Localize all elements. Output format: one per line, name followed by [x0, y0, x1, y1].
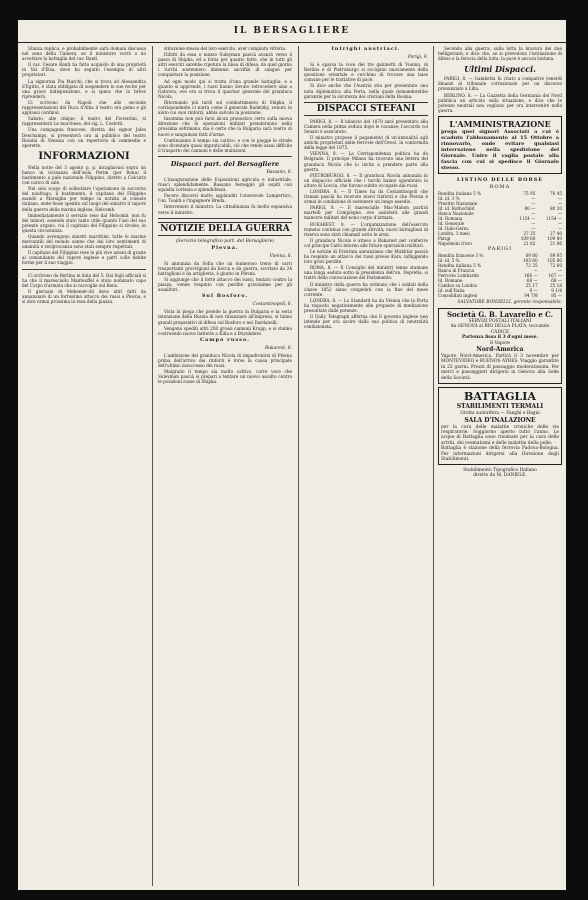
quote-price: 1154 — — [545, 215, 562, 221]
quote-security: Id. id. Rothschild — [438, 205, 475, 211]
quote-price: — — [531, 210, 536, 216]
column-divider — [433, 46, 434, 886]
quote-price: 105 60 — [522, 257, 538, 263]
quote-security: Rendita francese 3 % — [438, 252, 484, 258]
quote-price: 109 60 — [520, 235, 536, 241]
quote-price: — — [557, 267, 562, 273]
article-paragraph: Il Daily Telegraph afferma che il governo inglese non intende per ora uscire dalla sua politica di neutralità condizionata. — [304, 314, 428, 330]
printer-imprint: diretto da M. DANIELE. — [473, 473, 527, 479]
masthead-title: IL BERSAGLIERE — [233, 26, 351, 36]
quote-security: Banca Nazionale — [438, 210, 474, 216]
ad-text: per la cura delle malattie croniche delle vie respiratorie. Soggiorno aperto tutto l'anno. Le acque di Battaglia sono rinomate per la cura delle artriti, dei reumatismi e delle malattie della pelle. — [441, 424, 559, 446]
quote-price: — — [557, 220, 562, 226]
spa-advertisement — [438, 387, 562, 465]
subsection-heading-campo-russo: Campo russo. — [200, 336, 250, 343]
dateline: Parigi, 9. — [407, 55, 428, 60]
article-paragraph: Il capitano del Filippino rese le più vive azioni di grazie al comandante del vapore inglese e parti colle debite forme per il suo viaggio. — [22, 250, 146, 266]
ad-text: da GENOVA al RIO DELLA PLATA, toccando CADICE — [450, 324, 550, 335]
article-paragraph: Ritornando più tardi sul combattimento di Shipka, il corrispondente ci narra come il generale Radetzky, venuto in aiuto coi suoi rinforzi, abbia salvato la posizione. — [158, 99, 292, 116]
administration-notice — [438, 116, 562, 174]
article-paragraph: PIETROBURGO, 8. — Il granduca Nicola annunzia in un dispaccio ufficiale che i turchi hanno sgombrato le alture di Lovcia, che furono subito occupate dai russi. — [304, 172, 428, 188]
article-paragraph: L'inaugurazione delle Esposizioni agricola e industriale, riuscì splendidamente. Bassano festeggiò gli ospiti con squisita cortesia e splendidezza. — [158, 176, 292, 193]
article-paragraph: Vista la piega che prende la guerra in Bulgaria e la seria intenzione della Russia di non rinunziare all'impresa, si fanno grandi preparativi di difesa sul Bosforo e nei Dardanelli. — [158, 309, 292, 325]
newspaper-page — [18, 20, 566, 890]
quote-price: 109 80 — [547, 235, 562, 241]
quote-security: Id. Romane — [438, 277, 463, 283]
quote-price: 76 45 — [550, 190, 562, 196]
quote-price: 9 1/4 — [551, 287, 562, 293]
ad-heading: Società G. B. Lavarello e C. — [446, 310, 554, 320]
quote-price: 80 20 — [550, 205, 562, 211]
section-heading-informazioni: INFORMAZIONI — [38, 150, 130, 162]
article-paragraph: PARIGI, 8. — Il maresciallo Mac-Mahon partirà martedì per Compiègne, ove assisterà alle grandi manovre militari del nono corpo d'armata. — [304, 205, 428, 221]
quote-security: Id. id. 3 % — [438, 195, 460, 201]
column-3 — [304, 46, 428, 886]
article-paragraph: Secondo alla guerra, sulla lotta la bravura dei due belligeranti; e dice che, se si prevedono l'ostinazione di difesa e la ferocia della lotta, la pace è ancora lontana. — [438, 46, 562, 62]
quote-price: 69 95 — [550, 252, 562, 258]
article-paragraph: VIENNA, 8. — La Corrispondenza politica ha da Belgrado: Il principe Milano ha ricevuto una lettera del granduca Nicola che lo invita a prendere parte alla guerra. — [304, 151, 428, 172]
quote-security: Prestito Nazionale — [438, 200, 478, 206]
ad-text: Vapore Nord-America. Partirà il 3 novembre per MONTEVIDEO e BUENOS AYRES. Viaggio garantito in 22 giorni. Prezzi di passaggio moderatissimi. Per merci e passeggieri dirigersi in Genova alla Sede della Società. — [441, 354, 559, 381]
quote-price: 27 40 — [550, 230, 562, 236]
article-paragraph: LONDRA, 8. — Lo Standard ha da Vienna che la Porta ha risposto negativamente alle proposte di mediazione presentate dalle potenze. — [304, 297, 428, 314]
quote-security: Id. Romana — [438, 215, 463, 221]
article-paragraph: Intervenuto il ministro. La cittadinanza fu molto espansiva verso il ministro. — [158, 204, 292, 215]
ad-text: Battaglia è stazione della ferrovia Padova-Bologna. Per informazioni dirigersi alla Direzione degli Stabilimenti. — [441, 446, 559, 462]
article-paragraph: Il ministro propose il pagamento di un'annualità agli antichi proprietari delle ferrovie dell'Ovest, in conformità della legge del 1875. — [304, 135, 428, 151]
article-paragraph: Quando avvengono sinistri marittimi, tutte le marine mercantili del mondo sanno che dai loro sentimenti di umanità e reciprocanza sono stati sempre rispettati. — [22, 234, 146, 250]
subsection-heading-plevna: Plevna. — [211, 244, 239, 251]
column-1 — [22, 46, 146, 886]
quote-price: 25 18 — [550, 282, 562, 288]
quote-price: 68 — — [551, 277, 562, 283]
article-paragraph: Difatti da essa e mezzo Suleyman pascià avanzò verso il passo di Shipka, ed a forza per quanto fatto, che in tutti gli altri eserciti sarebbe ripetuta la linea di difesa, da quel giorno i turchi sostennero immensi sacrifizi di sangue per conquistare la posizione. — [158, 52, 292, 78]
article-paragraph: PARIGI, 8. — Gambetta fu citato a comparire venerdì dinanzi al tribunale correzionale per un discorso pronunziato a Lilla. — [438, 76, 562, 92]
quote-security: Id. sull'Italia — [438, 287, 465, 293]
quote-security: Consolidati inglesi — [438, 292, 478, 298]
publisher-signature: SALVATORE BONZELLI, gerente responsabile. — [457, 299, 562, 305]
notice-heading: L'AMMINISTRAZIONE — [449, 118, 551, 129]
section-heading-ultimi-dispacci: Ultimi Dispacci. — [464, 64, 536, 75]
divider — [158, 218, 292, 219]
quote-price: 166 — — [524, 272, 538, 278]
article-paragraph: Si è sparsa la voce dei tre gabinetti di Vienna, di Berlino e di Pietroburgo si occupino nuovamente della questione orientale e cerchino di trovare una base comune per le trattative di pace. — [304, 62, 428, 83]
dateline: Bukarest, 8. — [264, 345, 292, 351]
quote-price: — — [531, 195, 536, 201]
article-paragraph: stituzione stessa del loro esercito, aver compiuta vittoria. — [164, 46, 287, 51]
section-heading-dispacci-bersagliere: Dispacci part. del Bersagliere — [170, 159, 280, 168]
ad-vessel-name: Nord-America — [476, 346, 524, 354]
quote-price: — — [533, 267, 538, 273]
article-paragraph: Immediatamente il servizio reso dal Helcomb, non fu dei minori, essendo stato tanto utile quanto l'uso del suo potente argano, cui il capitano del Filippino si rivolse, in questa circostanza. — [22, 212, 146, 233]
quote-security: Id. Italo-Germ. — [438, 225, 470, 231]
article-paragraph: La signorina Pia Marchi, che si trova ad Alessandria d'Egitto, è stata obbligata di sospendere le sue recite per una grave indisposizione, e si spera che in breve riprenderà. — [22, 78, 146, 99]
quote-security: Rendita italiana 5 % — [438, 262, 482, 268]
article-paragraph: Sabato, alle cinque, il teatro del Fiorentini, si rappresenterà Le marchese, del sig. L. Costetti. — [22, 116, 146, 127]
column-divider — [298, 46, 299, 886]
quote-price: — — [531, 220, 536, 226]
divider — [158, 156, 292, 157]
ad-text: Grotta sudorifera — Fanghi e Bagni — [460, 411, 540, 417]
column-2 — [158, 46, 292, 886]
subsection-heading-bosforo: Sul Bosforo. — [201, 293, 249, 300]
quote-price: 72 35 — [525, 262, 538, 268]
quote-price: 72 60 — [550, 262, 562, 268]
article-paragraph: Una compagnia francese, diretta dal signor Jules Deschamps, si presenterà ora al pubblico del teatro Rossini di Venezia con un repertorio di commedie e operette. — [22, 127, 146, 148]
article-paragraph: Il granduca Nicola è atteso a Bukarest per conferire col principe Carlo intorno alle future operazioni militari. — [304, 237, 428, 248]
quote-price: 94 7/8 — [524, 292, 538, 298]
column-4 — [438, 46, 562, 886]
masthead — [18, 20, 566, 43]
divider — [22, 269, 146, 270]
quote-price: 68 — — [526, 277, 538, 283]
quote-price: 21 86 — [550, 240, 562, 246]
quote-security: Rendita italiana 5 % — [438, 190, 482, 196]
ad-subheading: STABILIMENTI TERMALI — [456, 403, 544, 411]
printer-imprint: Stabilimento Tipografico Italiano — [463, 468, 537, 474]
quote-row — [438, 293, 562, 298]
quote-price: — — [557, 195, 562, 201]
article-paragraph: Il cav. Cesare Banti ha fatto acquisto di una proprietà in Val d'Elsa, dove ha seguito l'esempio di altri proprietari. — [22, 62, 146, 78]
quote-price: 27 35 — [523, 230, 536, 236]
quote-security: Ferrovie Lombarde — [438, 272, 479, 278]
article-paragraph: Nella notte del 3 agosto p. p. incagliavasi sopra un banco in vicinanza dell'isola Perim (per Bona) il bastimento a palo nazionale Filippino, diretto a Calcutta con carico di sale. — [22, 164, 146, 186]
quote-security: Id. Generale — [438, 220, 465, 226]
quote-price: 1154 — — [519, 215, 536, 221]
dateline: Bassano, 8. — [266, 169, 292, 175]
article-paragraph: Il ministro della guerra ha ordinato che i soldati della classe 1852 siano congedati con la fine del mese corrente. — [304, 281, 428, 297]
article-paragraph: Ad ogni modo qui si tratta d'una grande battaglia: e a quanto si apprende, i russi hanno dovuto retrocedere sino a Gabrova, ove ora si trova il quartier generale del granduca Nicola. — [158, 78, 292, 99]
article-paragraph: ROMA, 8. — Il Consiglio dei ministri tenne stamane una lunga seduta sotto la presidenza dell'on. Depretis; si trattò della convocazione del Parlamento. — [304, 265, 428, 281]
ad-subheading: SALA D'INALAZIONE — [464, 416, 536, 424]
article-paragraph: BUKAREST, 8. — L'organizzazione dell'esercito rumeno continua con grande attività; nuovi battaglioni di riserva sono stati chiamati sotto le armi. — [304, 221, 428, 237]
quote-price: 167 — — [548, 272, 562, 278]
quote-price: 9 — — [529, 287, 538, 293]
dateline: Vienna, 8. — [269, 253, 292, 259]
article-paragraph: Stanza replica, e probabilmente sarà domani discussa nel seno della Camera, se il ministero vorrà o no accettare la battaglia del cav. Banti. — [22, 46, 146, 62]
article-paragraph: L'ambizione del granduca Nicola di impadronirsi di Plevna prima dell'arrivo dei rinforzi è forse la causa principale dell'ultimo insuccesso dei russi. — [158, 352, 292, 369]
article-paragraph: Si annunzia da Sofia che un numeroso treno di carri trasportanti provvigioni da bocca e da guerra, scortato da 24 battaglioni e da artiglieria, è giunto in Plevna. — [158, 260, 292, 276]
article-paragraph: Il giornale di Mehemet-Ali deve altri fatti da annunziare di un fortissimo attacco dei russi a Plevna, e si dice ormai prossima la resa della piazza. — [22, 288, 146, 305]
quote-security: Napoleoni d'oro — [438, 240, 472, 246]
article-paragraph: Si dice anche che l'Austria stia per presentare una nota diplomatica alla Porta, nella quale domanderebbe garanzie per la sicurezza dei cristiani della Bosnia. — [304, 83, 428, 99]
quote-security: Banca di Francia — [438, 267, 475, 273]
market-heading-roma: ROMA — [489, 183, 511, 190]
quote-security: Londra, 3 mesi — [438, 230, 470, 236]
ad-vessel-label: Il Vapore — [489, 340, 511, 346]
quote-price: — — [531, 200, 536, 206]
quote-price: 80 — — [524, 205, 536, 211]
quote-price: 69 80 — [525, 252, 538, 258]
quote-security: Id. id. 5 % — [438, 257, 460, 263]
article-paragraph: Continuiamo il tempo sia cattivo, e con le piogge le strade sono diventate quasi impraticabili, ciò che rende assai difficile il trasporto dei cannoni e delle munizioni. — [158, 137, 292, 153]
quotes-table-parigi — [438, 253, 562, 298]
section-heading-listino: LISTINO DELLE BORSE — [456, 176, 544, 183]
article-paragraph: LONDRA, 8. — Il Times ha da Costantinopoli che Osman pascià ha ricevuto nuovi rinforzi e che Plevna è ormai in condizione di sostenere un lungo assedio. — [304, 188, 428, 205]
article-paragraph: Ci scrivono da Berlino in data del 5: Dai fogli ufficiali si ha che il maresciallo Manteuffel è stato nominato capo del Corpo d'armata che si raccoglie sul Reno. — [22, 272, 146, 288]
article-paragraph: Nel solo scopo di sollecitare l'operazione in soccorso del naufrago, il bastimento, il capitano del Filippino mandò a Marsiglia per tempo la notizia al console italiano, onde fosse spedito sul luogo del sinistro il vapore della guerra della marina inglese, Helcomb. — [22, 186, 146, 212]
section-heading-dispacci-stefani: DISPACCI STEFANI — [304, 102, 428, 116]
section-heading-notizie-guerra: NOTIZIE DELLA GUERRA — [158, 222, 292, 236]
quote-security: Parigi — [438, 235, 451, 241]
quote-price: — — [557, 200, 562, 206]
quote-price: 25 17 — [525, 282, 538, 288]
ad-heading: BATTAGLIA — [464, 390, 536, 404]
quote-price: — — [531, 225, 536, 231]
quote-price: — — [557, 210, 562, 216]
article-paragraph: Vengono spediti altri 200 grossi cannoni Krupp, e si stanno costruendo nuove batterie a Kilia e a Buyukdere. — [158, 325, 292, 336]
article-paragraph: PARIGI, 8. — Il bilancio del 1878 sarà presentato alla Camera nella prima seduta dopo le vacanze; l'accordo col Senato è assicurato. — [304, 118, 428, 134]
article-paragraph: Ci scrivono da Napoli che alle seconde rappresentazioni del Duca d'Alba il teatro era pieno e gli applausi continui. — [22, 99, 146, 116]
shipping-advertisement — [438, 308, 562, 384]
quote-price: 21 82 — [523, 240, 536, 246]
article-paragraph: Le notizie di Erzerum annunziano che Mukhtar pascià ha respinto un attacco dei russi presso Kars, infliggendo loro gravi perdite. — [304, 249, 428, 265]
article-paragraph: BERLINO, 8. — La Gazzetta della Germania del Nord pubblica un articolo sulla situazione, e dice che le potenze neutrali non vogliono per ora intervenire nella guerra. — [438, 92, 562, 113]
quote-price: 75 95 — [523, 190, 536, 196]
quote-price: 105 80 — [547, 257, 562, 263]
article-paragraph: Malgrado il tempo sia molto cattivo, corre voce che Suleyman pascià si prepari a tentare un nuovo assalto contro le posizioni russe di Shipka. — [158, 369, 292, 385]
notice-text: prega quei signori Associati a cui è scaduto l'abbonamento al 15 Ottobre a rinnovarlo, onde evitare qualsiasi interruzione nella spedizione del Giornale. Unire il vaglia postale alla fascia con cui si spedisce il Giornale stesso. — [441, 128, 559, 171]
ad-subheading: SERVIZI POSTALI ITALIANI — [468, 319, 532, 325]
column-divider — [152, 46, 153, 886]
quote-security: Cambio su Londra — [438, 282, 477, 288]
section-subheading: (Servizio telegrafico part. del Bersagliere) — [175, 238, 275, 244]
market-heading-parigi: PARIGI — [487, 245, 513, 252]
article-paragraph: Si aggiunge che il forte attacco dei russi, tentato contro la piazza, venne respinto con perdite gravissime per gli assalitori. — [158, 277, 292, 293]
section-heading-intrighi: Intrighi austriaci. — [331, 46, 401, 52]
article-paragraph: Insomma non può farsi alcun pronostico certo sulla nuova direzione che le operazioni militari prenderanno nella prossima settimana, ma è certo che la Bulgaria sarà teatro di nuovi e sanguinosi fatti d'arme. — [158, 116, 292, 137]
ad-schedule: Partenza fissa il 3 d'ogni mese. — [461, 335, 539, 341]
article-paragraph: Fecero discorsi molto applauditi l'onorevole Lampertico, l'on. Toaldi e l'ingegnere Breda. — [158, 193, 292, 204]
quote-price: — — [557, 225, 562, 231]
dateline: Costantinopoli, 8. — [252, 302, 292, 308]
quotes-table-roma — [438, 191, 562, 246]
quote-price: 95 — — [551, 292, 562, 298]
